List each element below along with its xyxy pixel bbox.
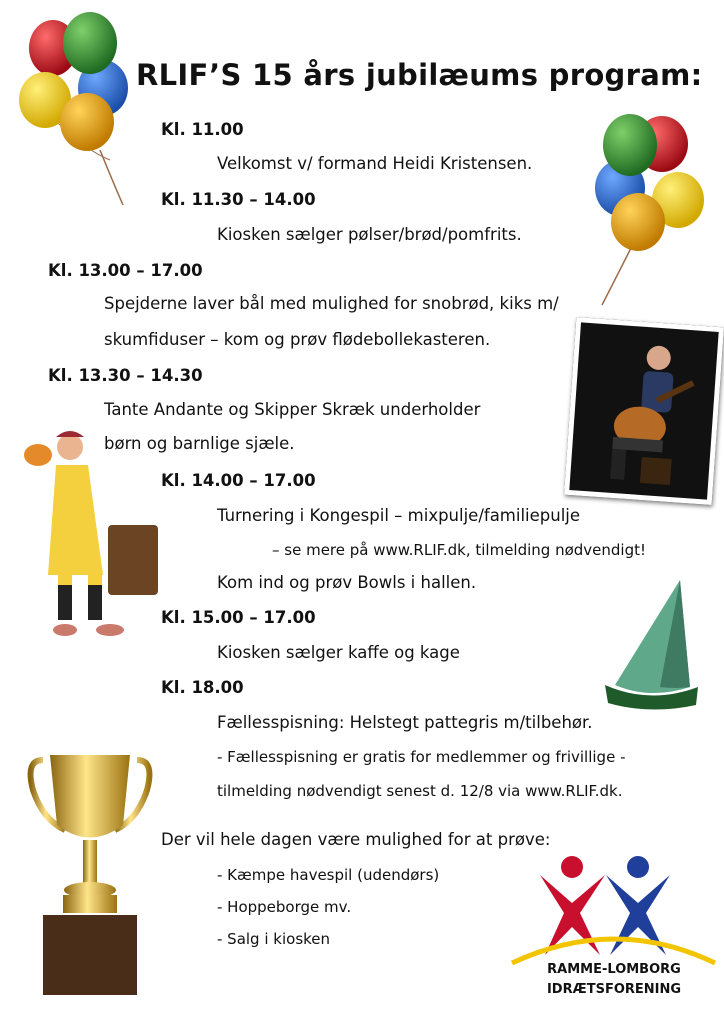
musician-photo (564, 317, 724, 505)
logo-line2: IDRÆTSFORENING (546, 982, 682, 997)
time-slot-5: Kl. 14.00 – 17.00 (161, 471, 316, 490)
allday-item-1: - Kæmpe havespil (udendørs) (217, 866, 440, 884)
program-text-1a: Velkomst v/ formand Heidi Kristensen. (217, 154, 533, 173)
program-text-7c: tilmelding nødvendigt senest d. 12/8 via www.RLIF.dk. (217, 782, 623, 800)
allday-item-3: - Salg i kiosken (217, 930, 331, 948)
logo-line1: RAMME-LOMBORG (547, 962, 681, 977)
program-text-7a: Fællesspisning: Helstegt pattegris m/tilbehør. (217, 713, 593, 732)
program-text-5a: Turnering i Kongespil – mixpulje/familiepulje (217, 506, 581, 525)
time-slot-1: Kl. 11.00 (161, 120, 244, 139)
time-slot-6: Kl. 15.00 – 17.00 (161, 608, 316, 627)
program-text-3a: Spejderne laver bål med mulighed for snobrød, kiks m/ (104, 294, 559, 313)
balloons-left-icon (15, 10, 135, 210)
party-hat-icon (600, 575, 700, 715)
clown-icon (18, 425, 168, 645)
time-slot-3: Kl. 13.00 – 17.00 (48, 261, 203, 280)
balloons-right-icon (590, 110, 710, 310)
page-title: RLIF’S 15 års jubilæums program: (136, 58, 703, 92)
program-text-5b: – se mere på www.RLIF.dk, tilmelding nødvendigt! (272, 541, 646, 559)
program-text-7b: - Fællesspisning er gratis for medlemmer og frivillige - (217, 748, 626, 766)
program-text-3b: skumfiduser – kom og prøv flødebollekasteren. (104, 330, 491, 349)
trophy-icon (25, 730, 155, 1000)
program-text-5c: Kom ind og prøv Bowls i hallen. (217, 573, 477, 592)
club-logo (510, 855, 720, 1005)
program-text-6a: Kiosken sælger kaffe og kage (217, 643, 460, 662)
time-slot-2: Kl. 11.30 – 14.00 (161, 190, 316, 209)
allday-heading: Der vil hele dagen være mulighed for at prøve: (161, 830, 551, 849)
program-text-4b: børn og barnlige sjæle. (104, 434, 295, 453)
program-text-4a: Tante Andante og Skipper Skræk underholder (104, 400, 481, 419)
time-slot-4: Kl. 13.30 – 14.30 (48, 366, 203, 385)
allday-item-2: - Hoppeborge mv. (217, 898, 352, 916)
time-slot-7: Kl. 18.00 (161, 678, 244, 697)
program-text-2a: Kiosken sælger pølser/brød/pomfrits. (217, 225, 522, 244)
